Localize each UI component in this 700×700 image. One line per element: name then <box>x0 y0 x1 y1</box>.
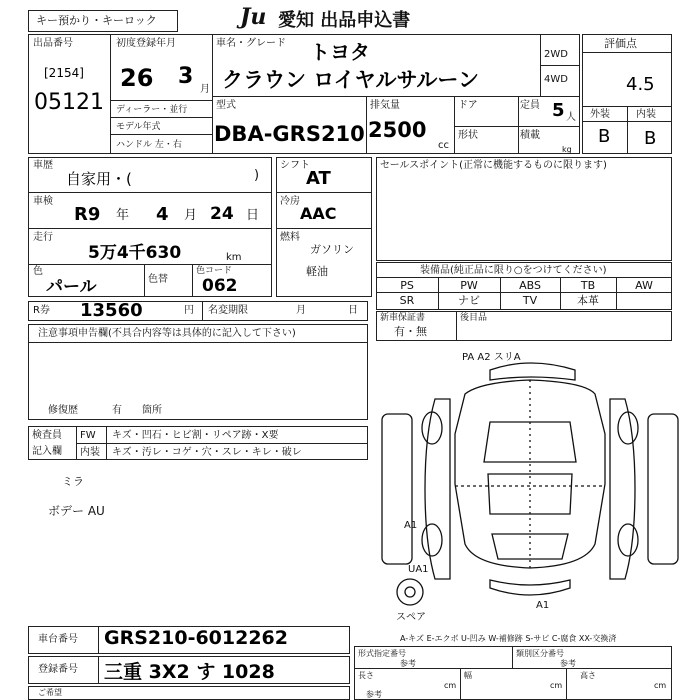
inspector-hw1: ミラ <box>62 475 84 488</box>
recycle-frame <box>28 301 368 321</box>
equip-abs: ABS <box>519 279 541 292</box>
inspector-hw2: ボデー AU <box>48 504 105 518</box>
inspector-label1: 検査員 <box>32 430 62 441</box>
displacement-value: 2500 <box>368 118 427 142</box>
car-maker: トヨタ <box>310 40 370 64</box>
history-label: 車歴 <box>33 160 53 171</box>
displacement-label: 排気量 <box>370 100 400 111</box>
fuel-diesel: 軽油 <box>306 265 328 278</box>
inspection-era: R9 <box>74 204 101 225</box>
name-change-label: 名変期限 <box>208 305 248 316</box>
spare-label: スペア <box>396 612 426 623</box>
reg-year: 26 <box>120 64 154 92</box>
equip-aw: AW <box>635 279 653 292</box>
name-change-month: 月 <box>296 305 306 316</box>
capacity-value: 5 <box>552 100 565 121</box>
drive-4wd: 4WD <box>544 74 568 85</box>
size-ref2: 参考 <box>560 659 576 668</box>
inspector-row2-items: キズ・汚レ・コゲ・穴・スレ・キレ・破レ <box>112 447 302 458</box>
selling-frame <box>376 157 672 261</box>
ac-label: 冷房 <box>280 196 300 207</box>
ac-value: AAC <box>300 204 337 223</box>
lot-number: 05121 <box>34 90 104 115</box>
fuel-label: 燃料 <box>280 232 300 243</box>
lot-label: 出品番号 <box>33 38 73 49</box>
mileage-unit: km <box>226 252 242 263</box>
mileage-label: 走行 <box>33 232 53 243</box>
handle-label: ハンドル 左・右 <box>116 140 182 150</box>
inspection-day: 24 <box>210 204 234 224</box>
inspector-row1-items: キズ・凹石・ヒビ割・リペア跡・X要 <box>112 430 279 441</box>
score-value: 4.5 <box>626 74 655 95</box>
int-label: 内装 <box>636 109 656 120</box>
plate-label: 登録番号 <box>38 664 78 675</box>
size-wid-unit: cm <box>550 681 563 690</box>
history-value: 自家用・( <box>66 170 132 188</box>
reg-month: 3 <box>178 64 194 89</box>
inspection-year-unit: 年 <box>116 208 130 223</box>
size-hei-unit: cm <box>654 681 667 690</box>
color-value: パール <box>46 277 97 297</box>
inspection-label: 車検 <box>33 196 53 207</box>
diagram-left-note2: UA1 <box>408 564 429 575</box>
ext-label: 外装 <box>590 109 610 120</box>
footer-label: ご希望 <box>38 688 62 697</box>
equipment-label: 装備品(純正品に限り○をつけてください) <box>420 265 607 276</box>
equip-ps: PS <box>400 279 414 292</box>
inspection-day-unit: 日 <box>246 208 260 223</box>
fuel-gas: ガソリン <box>310 243 354 256</box>
warranty-value: 有・無 <box>394 325 427 338</box>
chassis-value: GRS210-6012262 <box>104 627 288 649</box>
score-label: 評価点 <box>604 37 637 50</box>
reg-unit: 月 <box>200 84 210 95</box>
drive-2wd: 2WD <box>544 49 568 60</box>
shape-label: 形状 <box>458 130 478 141</box>
history-close: ) <box>254 168 260 183</box>
car-diagram <box>380 344 680 634</box>
rear-label: 後目品 <box>460 313 488 323</box>
page-title: 愛知 出品申込書 <box>278 10 411 31</box>
load-unit: kg <box>562 145 572 154</box>
place-label: 箇所 <box>142 405 162 416</box>
size-hei-label: 高さ <box>580 671 596 680</box>
repair-label: 修復歴 <box>48 405 78 416</box>
size-wid-label: 幅 <box>464 671 472 680</box>
key-note: キー預かり・キーロック <box>36 14 157 27</box>
selling-label: セールスポイント(正常に機能するものに限ります) <box>380 160 607 171</box>
inspection-month: 4 <box>156 204 169 225</box>
inspector-row2-head: 内装 <box>80 447 100 458</box>
recycle-value: 13560 <box>80 300 143 321</box>
color-code-label: 色コード <box>196 266 233 276</box>
size-len-label: 長さ <box>358 671 374 680</box>
displacement-unit: cc <box>438 140 449 151</box>
equip-leather: 本革 <box>577 294 599 307</box>
size-label1: 形式指定番号 <box>358 649 406 658</box>
warranty-label: 新車保証書 <box>380 313 426 323</box>
plate-value: 三重 3X2 す 1028 <box>104 661 275 683</box>
size-label2: 類別区分番号 <box>516 649 564 658</box>
notes-label: 注意事項申告欄(不具合内容等は具体的に記入して下さい) <box>38 328 296 339</box>
equip-navi: ナビ <box>458 294 480 307</box>
load-label: 積載 <box>520 130 540 141</box>
inspection-month-unit: 月 <box>184 208 198 223</box>
chassis-label: 車台番号 <box>38 634 78 645</box>
car-model: クラウン ロイヤルサルーン <box>222 68 479 92</box>
lot-sub: [2154] <box>44 66 84 80</box>
color-label: 色 <box>33 266 43 277</box>
diagram-left-note1: A1 <box>404 520 418 531</box>
color-code: 062 <box>202 276 238 296</box>
equip-pw: PW <box>460 279 478 292</box>
size-len-unit: cm <box>444 681 457 690</box>
header-logo: Ju <box>240 4 267 30</box>
name-change-day: 日 <box>348 305 358 316</box>
footer-frame <box>28 686 350 700</box>
diagram-top-note: PA A2 スリA <box>462 352 521 363</box>
equip-tv: TV <box>522 294 538 307</box>
size-ref3: 参考 <box>366 690 382 699</box>
door-label: ドア <box>458 100 478 111</box>
shift-label: シフト <box>280 160 310 171</box>
int-score: B <box>644 128 657 149</box>
inspector-row1-head: FW <box>80 430 96 441</box>
model-year-label: モデル年式 <box>116 122 161 132</box>
equip-tb: TB <box>580 279 596 292</box>
inspector-label2: 記入欄 <box>32 446 62 457</box>
repair-value: 有 <box>112 405 122 416</box>
mileage-value: 5万4千630 <box>88 243 182 263</box>
capacity-unit: 人 <box>566 112 576 123</box>
name-label: 車名・グレード <box>216 38 286 49</box>
type-label: 型式 <box>216 100 236 111</box>
type-value: DBA-GRS210 <box>214 122 365 146</box>
recycle-label: R券 <box>33 305 50 316</box>
damage-legend: A-キズ E-エクボ U-凹み W-補修跡 S-サビ C-腐食 XX-交換済 <box>400 634 617 643</box>
diagram-bottom-note: A1 <box>536 600 550 611</box>
ext-score: B <box>598 126 611 147</box>
reg-label: 初度登録年月 <box>116 38 176 49</box>
capacity-label: 定員 <box>520 100 540 111</box>
shift-value: AT <box>306 168 331 189</box>
equip-sr: SR <box>399 294 415 307</box>
color-change-label: 色替 <box>148 274 168 285</box>
size-ref1: 参考 <box>400 659 416 668</box>
recycle-unit: 円 <box>184 305 194 316</box>
dealer-label: ディーラー・並行 <box>116 105 188 115</box>
